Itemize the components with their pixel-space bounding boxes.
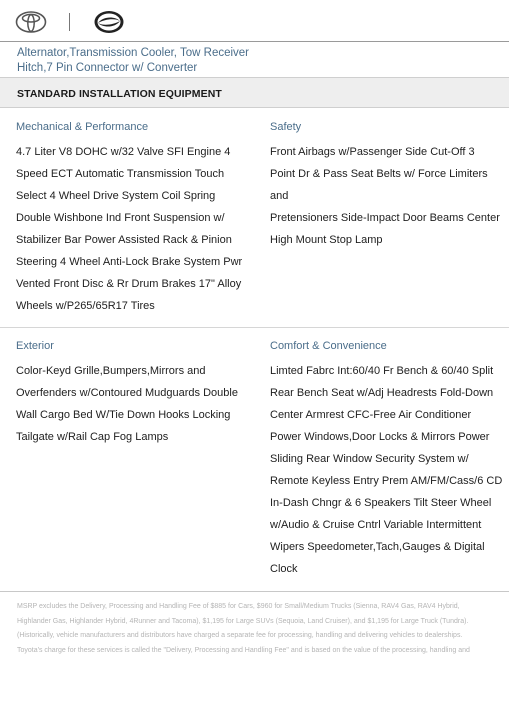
toyota-logo-icon <box>15 10 47 34</box>
disclaimer-line: Toyota's charge for these services is called the "Delivery, Processing and Handling Fee" and is based on the value of the processing, handling and <box>17 646 470 654</box>
logo-divider <box>69 13 70 31</box>
category-body <box>270 360 505 580</box>
section-divider <box>0 327 509 328</box>
equipment-line: Wipers Speedometer,Tach,Gauges & Digital <box>270 541 485 553</box>
equipment-line: Stabilizer Bar Power Assisted Rack & Pinion <box>16 234 232 246</box>
header <box>0 0 509 42</box>
scion-logo-icon <box>93 10 125 34</box>
equipment-line: High Mount Stop Lamp <box>270 234 383 246</box>
equipment-line: Select 4 Wheel Drive System Coil Spring <box>16 190 216 202</box>
equipment-line: In-Dash Chngr & 6 Speakers Tilt Steer Wheel <box>270 497 492 509</box>
disclaimer-line: Highlander Gas, Highlander Hybrid, 4Runner and Tacoma), $1,195 for Large SUVs (Sequoia, Land Cruiser), and $1,195 for Large Truck (Tundra). <box>17 617 469 625</box>
disclaimer-line: MSRP excludes the Delivery, Processing and Handling Fee of $885 for Cars, $960 for Small/Medium Trucks (Sienna, RAV4 Gas, RAV4 Hybrid, <box>17 603 460 610</box>
category-title: Safety <box>270 121 302 133</box>
disclaimer-divider <box>0 591 509 592</box>
equipment-line: Wall Cargo Bed W/Tie Down Hooks Locking <box>16 409 231 421</box>
safety-section <box>270 119 505 251</box>
equipment-line: Point Dr & Pass Seat Belts w/ Force Limiters and <box>270 168 488 202</box>
disclaimer-line: (Historically, vehicle manufacturers and distributors have charged a separate fee for processing, handling and delivering vehicles to dealerships. <box>17 632 463 639</box>
equipment-line: 4.7 Liter V8 DOHC w/32 Valve SFI Engine 4 <box>16 146 231 158</box>
equipment-line: Front Airbags w/Passenger Side Cut-Off 3 <box>270 146 475 158</box>
equipment-line: Pretensioners Side-Impact Door Beams Center <box>270 212 500 224</box>
equipment-line: Sliding Rear Window Security System w/ <box>270 453 469 465</box>
section-title: STANDARD INSTALLATION EQUIPMENT <box>17 88 222 100</box>
equipment-line: Limted Fabrc Int:60/40 Fr Bench & 60/40 Split <box>270 365 494 377</box>
comfort-convenience-section <box>270 338 505 580</box>
equipment-line: Tailgate w/Rail Cap Fog Lamps <box>16 431 169 443</box>
category-body <box>270 141 505 251</box>
category-title: Comfort & Convenience <box>270 340 387 352</box>
equipment-line: Speed ECT Automatic Transmission Touch <box>16 168 225 180</box>
category-title: Mechanical & Performance <box>16 121 149 133</box>
exterior-section <box>16 338 251 448</box>
equipment-line: Color-Keyd Grille,Bumpers,Mirrors and <box>16 365 206 377</box>
equipment-line: Double Wishbone Ind Front Suspension w/ <box>16 212 225 224</box>
installed-options <box>17 46 497 76</box>
equipment-line: Steering 4 Wheel Anti-Lock Brake System Pwr <box>16 256 243 268</box>
options-line: Alternator,Transmission Cooler, Tow Receiver <box>17 47 250 59</box>
options-line: Hitch,7 Pin Connector w/ Converter <box>17 62 198 74</box>
mechanical-performance-section <box>16 119 251 317</box>
equipment-line: Power Windows,Door Locks & Mirrors Power <box>270 431 490 443</box>
equipment-line: w/Audio & Cruise Cntrl Variable Intermittent <box>270 519 482 531</box>
equipment-line: Overfenders w/Contoured Mudguards Double <box>16 387 238 399</box>
category-body <box>16 360 251 448</box>
equipment-line: Wheels w/P265/65R17 Tires <box>16 300 155 312</box>
category-title: Exterior <box>16 340 54 352</box>
equipment-line: Vented Front Disc & Rr Drum Brakes 17" Alloy <box>16 278 242 290</box>
category-body <box>16 141 251 317</box>
msrp-disclaimer <box>17 600 495 658</box>
equipment-line: Remote Keyless Entry Prem AM/FM/Cass/6 CD <box>270 475 503 487</box>
equipment-line: Rear Bench Seat w/Adj Headrests Fold-Down <box>270 387 494 399</box>
standard-equipment-bar <box>0 77 509 108</box>
equipment-line: Clock <box>270 563 298 575</box>
equipment-line: Center Armrest CFC-Free Air Conditioner <box>270 409 472 421</box>
